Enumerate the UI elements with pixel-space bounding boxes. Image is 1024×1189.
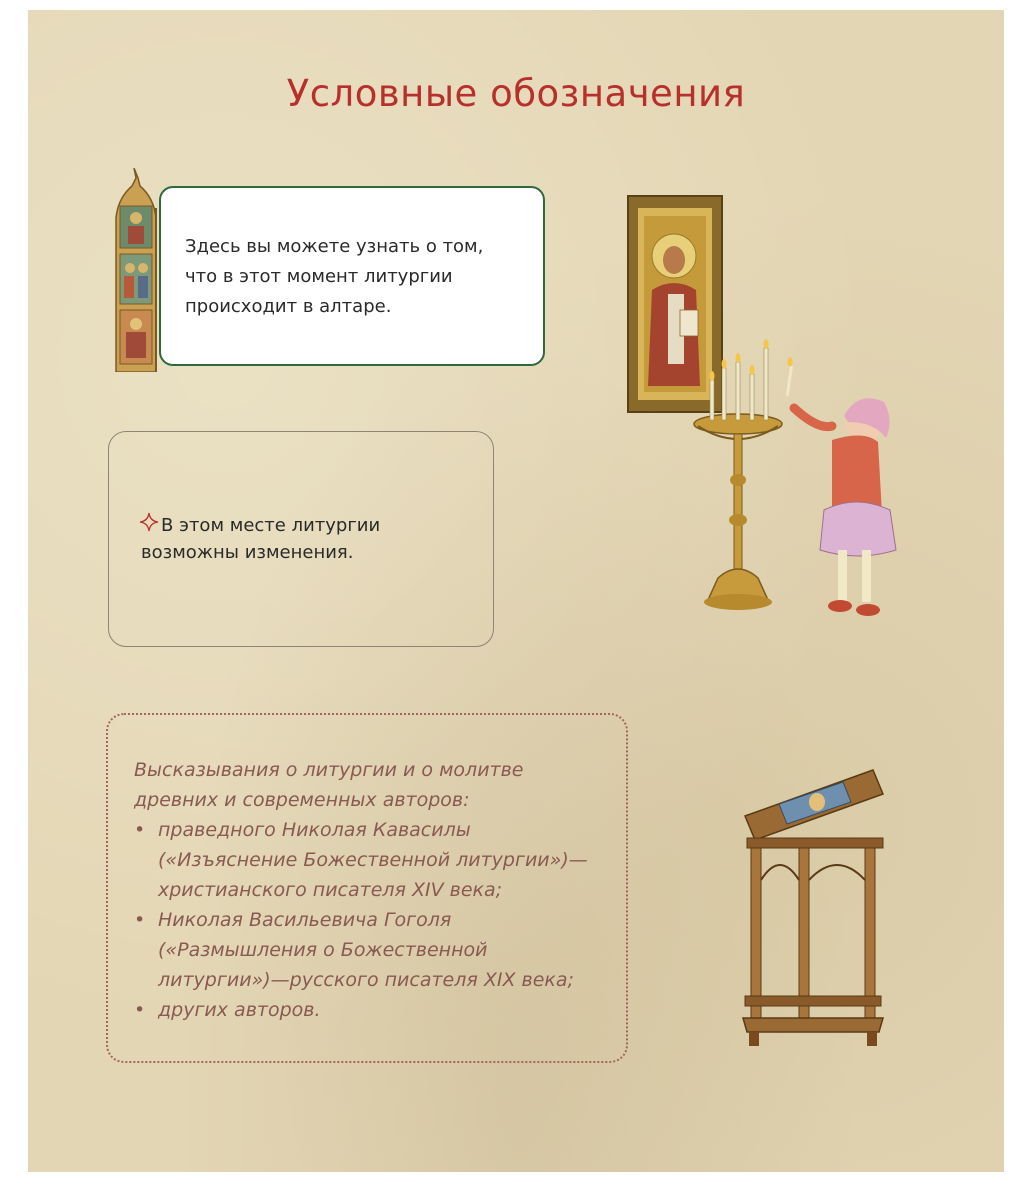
list-item: • праведного Николая Кавасилы («Изъяснение Божественной литургии»)— христианского писателя XIV века; — [134, 815, 614, 905]
lectern-illustration — [733, 760, 893, 1050]
changes-info-text — [141, 512, 481, 566]
iconostasis-door-icon — [112, 168, 162, 372]
list-item: • Николая Васильевича Гоголя («Размышления о Божественной литургии»)—русского писателя XIX века; — [134, 905, 614, 995]
quotes-author-list — [134, 815, 614, 1025]
quotes-info-box — [106, 713, 628, 1063]
sparkle-star-icon — [139, 512, 159, 532]
changes-info-line2: возможны изменения. — [141, 542, 354, 563]
altar-info-text: Здесь вы можете узнать о том, что в этот момент литургии происходит в алтаре. — [185, 236, 484, 317]
altar-info-box — [159, 186, 545, 366]
quotes-intro: Высказывания о литургии и о молитве древних и современных авторов: — [134, 759, 524, 811]
girl-lighting-candle-illustration — [618, 190, 918, 630]
changes-info-line1: В этом месте литургии — [161, 515, 381, 536]
changes-info-box — [108, 431, 494, 647]
list-item: • других авторов. — [134, 995, 614, 1025]
page — [28, 10, 1004, 1172]
page-title: Условные обозначения — [286, 72, 746, 115]
